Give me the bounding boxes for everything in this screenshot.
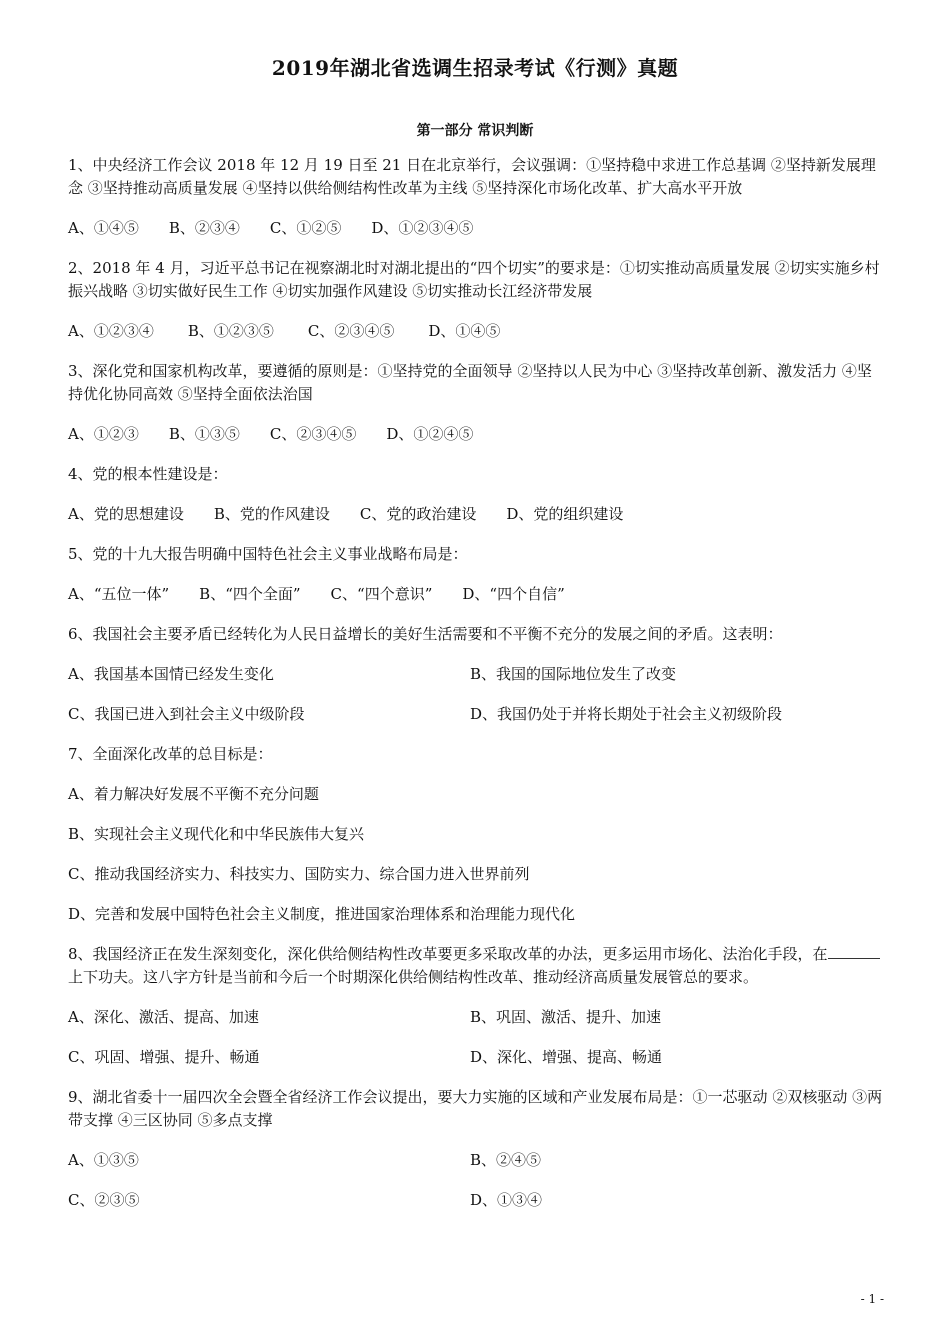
option-a: A、①④⑤ (68, 219, 139, 237)
question-stem-4: 4、党的根本性建设是： (68, 465, 228, 483)
option-b: B、①③⑤ (168, 425, 240, 443)
option-b: B、我国的国际地位发生了改变 (470, 665, 677, 683)
option-d: D、深化、增强、提高、畅通 (470, 1048, 663, 1066)
option-b: B、②③④ (168, 219, 240, 237)
document-title: 2019年湖北省选调生招录考试《行测》真题 (271, 56, 679, 80)
option-c: C、②③⑤ (68, 1191, 140, 1209)
question-options-2 (68, 320, 883, 343)
question-stem-8-part-2: 上下功夫。这八字方针是当前和今后一个时期深化供给侧结构性改革、推动经济高质量发展管总的要求。 (68, 968, 759, 986)
question-stem-7: 7、全面深化改革的总目标是： (68, 745, 273, 763)
option-d: D、①②④⑤ (386, 425, 474, 443)
question-options-6-row-2 (68, 703, 883, 726)
option-b: B、①②③⑤ (187, 322, 274, 340)
question-options-4 (68, 503, 883, 526)
question-options-3 (68, 423, 883, 446)
question-list (68, 154, 883, 1229)
option-d: D、“四个自信” (462, 585, 565, 603)
option-a: A、党的思想建设 (68, 505, 184, 523)
option-a: A、我国基本国情已经发生变化 (68, 665, 274, 683)
option-d: D、①③④ (470, 1191, 543, 1209)
option-d: D、党的组织建设 (506, 505, 624, 523)
question-options-6-row-1 (68, 663, 883, 686)
page-number: - 1 - (860, 1292, 884, 1306)
question-stem-2: 2、2018 年 4 月，习近平总书记在视察湖北时对湖北提出的“四个切实”的要求是：①切实推动高质量发展 ②切实实施乡村振兴战略 ③切实做好民生工作 ④切实加强作风建设 ⑤切实推动长江经济带发展 (68, 259, 880, 300)
option-a: A、①③⑤ (68, 1151, 139, 1169)
question-options-8-row-1 (68, 1006, 883, 1029)
question-stem-6: 6、我国社会主要矛盾已经转化为人民日益增长的美好生活需要和不平衡不充分的发展之间的矛盾。这表明： (68, 625, 783, 643)
question-stem-8-part-1: 8、我国经济正在发生深刻变化，深化供给侧结构性改革要更多采取改革的办法，更多运用市场化、法治化手段，在 (68, 945, 828, 963)
question-stem-1: 1、中央经济工作会议 2018 年 12 月 19 日至 21 日在北京举行，会议强调：①坚持稳中求进工作总基调 ②坚持新发展理念 ③坚持推动高质量发展 ④坚持以供给侧结构性改革为主线 ⑤坚持深化市场化改革、扩大高水平开放 (68, 156, 876, 197)
question-stem-8 (68, 943, 883, 989)
question-options-5 (68, 583, 883, 606)
question-options-1 (68, 217, 883, 240)
option-c: C、我国已进入到社会主义中级阶段 (68, 705, 305, 723)
option-c: C、党的政治建设 (359, 505, 477, 523)
option-b: B、“四个全面” (199, 585, 301, 603)
option-b: B、党的作风建设 (213, 505, 330, 523)
section-heading: 第一部分 常识判断 (416, 123, 534, 139)
option-c: C、“四个意识” (330, 585, 433, 603)
option-a: A、①②③ (68, 425, 139, 443)
option-b: B、实现社会主义现代化和中华民族伟大复兴 (68, 825, 365, 843)
question-options-9-row-1 (68, 1149, 883, 1172)
option-d: D、我国仍处于并将长期处于社会主义初级阶段 (470, 705, 783, 723)
option-c: C、②③④⑤ (269, 425, 357, 443)
option-d: D、①②③④⑤ (371, 219, 474, 237)
option-a: A、“五位一体” (68, 585, 170, 603)
option-d: D、完善和发展中国特色社会主义制度，推进国家治理体系和治理能力现代化 (68, 905, 576, 923)
option-c: C、巩固、增强、提升、畅通 (68, 1048, 260, 1066)
option-c: C、①②⑤ (269, 219, 342, 237)
option-b: B、②④⑤ (470, 1151, 542, 1169)
option-a: A、①②③④ (68, 322, 154, 340)
option-c: C、②③④⑤ (307, 322, 395, 340)
option-b: B、巩固、激活、提升、加速 (470, 1008, 662, 1026)
question-stem-3: 3、深化党和国家机构改革，要遵循的原则是：①坚持党的全面领导 ②坚持以人民为中心 ③坚持改革创新、激发活力 ④坚持优化协同高效 ⑤坚持全面依法治国 (68, 362, 872, 403)
option-a: A、深化、激活、提高、加速 (68, 1008, 259, 1026)
option-a: A、着力解决好发展不平衡不充分问题 (68, 785, 319, 803)
fill-in-blank (828, 944, 880, 959)
option-c: C、推动我国经济实力、科技实力、国防实力、综合国力进入世界前列 (68, 865, 530, 883)
question-options-8-row-2 (68, 1046, 883, 1069)
question-stem-5: 5、党的十九大报告明确中国特色社会主义事业战略布局是： (68, 545, 468, 563)
question-stem-9: 9、湖北省委十一届四次全会暨全省经济工作会议提出，要大力实施的区域和产业发展布局是：①一芯驱动 ②双核驱动 ③两带支撑 ④三区协同 ⑤多点支撑 (68, 1088, 883, 1129)
question-options-9-row-2 (68, 1189, 883, 1212)
option-d: D、①④⑤ (428, 322, 501, 340)
